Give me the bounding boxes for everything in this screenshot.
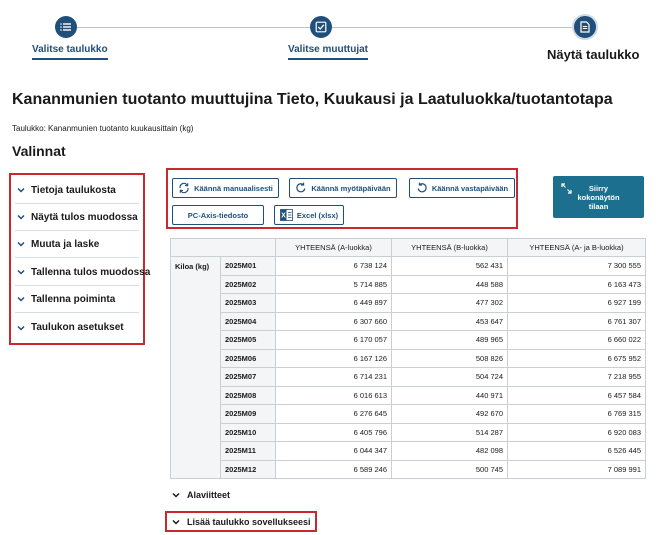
table-row <box>171 349 646 368</box>
sidebar-item-label: Muuta ja laske <box>31 238 100 250</box>
sidebar-item-table-settings[interactable] <box>15 314 139 341</box>
excel-file-icon <box>280 209 293 221</box>
value-cell: 6 457 584 <box>508 386 646 405</box>
pcaxis-download-button[interactable] <box>172 205 264 225</box>
table-row <box>171 460 646 479</box>
pcaxis-label: PC-Axis-tiedosto <box>187 210 249 220</box>
data-table <box>170 238 646 479</box>
step3-document-icon <box>572 14 598 40</box>
pivot-manual-button[interactable] <box>172 178 279 198</box>
sidebar-item-label: Taulukon asetukset <box>31 322 124 333</box>
value-cell: 6 307 660 <box>276 312 392 331</box>
value-cell: 6 920 083 <box>508 423 646 442</box>
value-cell: 6 660 022 <box>508 331 646 350</box>
month-cell: 2025M08 <box>221 386 276 405</box>
value-cell: 7 218 955 <box>508 368 646 387</box>
sidebar-item-label: Tallenna poiminta <box>31 293 116 305</box>
value-cell: 7 300 555 <box>508 257 646 276</box>
value-cell: 6 170 057 <box>276 331 392 350</box>
sidebar-item-label: Tallenna tulos muodossa <box>31 266 151 278</box>
column-header: YHTEENSÄ (A-luokka) <box>276 239 392 257</box>
progress-stepper <box>0 0 671 70</box>
table-row <box>171 368 646 387</box>
value-cell: 6 016 613 <box>276 386 392 405</box>
chevron-down-icon <box>15 266 27 278</box>
month-cell: 2025M03 <box>221 294 276 313</box>
valinnat-heading: Valinnat <box>12 143 66 159</box>
chevron-down-icon <box>15 322 27 334</box>
month-cell: 2025M04 <box>221 312 276 331</box>
value-cell: 6 167 126 <box>276 349 392 368</box>
svg-text:X: X <box>281 212 286 220</box>
value-cell: 477 302 <box>392 294 508 313</box>
sidebar-item-table-info[interactable] <box>15 177 139 204</box>
month-cell: 2025M09 <box>221 405 276 424</box>
sidebar-item-label: Tietoja taulukosta <box>31 184 116 196</box>
rotate-counterclockwise-icon <box>416 182 428 194</box>
sidebar-item-save-format[interactable] <box>15 259 151 286</box>
excel-download-button[interactable] <box>274 205 344 225</box>
options-sidebar <box>9 173 151 345</box>
step1-link[interactable]: Valitse taulukko <box>32 44 108 60</box>
chevron-down-icon <box>170 516 182 528</box>
month-cell: 2025M07 <box>221 368 276 387</box>
value-cell: 500 745 <box>392 460 508 479</box>
embed-table-label: Lisää taulukko sovellukseesi <box>187 517 311 527</box>
table-corner-cell <box>171 239 276 257</box>
chevron-down-icon <box>15 238 27 250</box>
value-cell: 6 761 307 <box>508 312 646 331</box>
value-cell: 6 405 796 <box>276 423 392 442</box>
month-cell: 2025M06 <box>221 349 276 368</box>
value-cell: 6 526 445 <box>508 442 646 461</box>
table-row <box>171 386 646 405</box>
value-cell: 482 098 <box>392 442 508 461</box>
value-cell: 6 769 315 <box>508 405 646 424</box>
value-cell: 6 714 231 <box>276 368 392 387</box>
value-cell: 6 927 199 <box>508 294 646 313</box>
value-cell: 440 971 <box>392 386 508 405</box>
value-cell: 562 431 <box>392 257 508 276</box>
table-header-row <box>171 239 646 257</box>
step2-checkbox-icon[interactable] <box>310 16 332 38</box>
table-actions-group <box>166 168 518 229</box>
rotate-arrows-icon <box>178 182 190 194</box>
month-cell: 2025M05 <box>221 331 276 350</box>
row-group-header: Kiloa (kg) <box>171 257 221 479</box>
pivot-counterclockwise-button[interactable] <box>409 178 515 198</box>
pivot-clockwise-button[interactable] <box>289 178 397 198</box>
chevron-down-icon <box>15 293 27 305</box>
column-header: YHTEENSÄ (B-luokka) <box>392 239 508 257</box>
month-cell: 2025M02 <box>221 275 276 294</box>
chevron-down-icon <box>15 184 27 196</box>
value-cell: 6 276 645 <box>276 405 392 424</box>
page-title: Kananmunien tuotanto muuttujina Tieto, Kuukausi ja Laatuluokka/tuotantotapa <box>12 91 613 108</box>
rotate-clockwise-icon <box>295 182 307 194</box>
sidebar-item-show-format[interactable] <box>15 204 139 231</box>
sidebar-item-label: Näytä tulos muodossa <box>31 211 138 223</box>
table-subtitle: Taulukko: Kananmunien tuotanto kuukausittain (kg) <box>12 124 194 133</box>
chevron-down-icon <box>15 211 27 223</box>
pivot-counterclockwise-label: Käännä vastapäivään <box>431 183 509 193</box>
fullscreen-label: Siirry kokonäytön tilaan <box>577 183 620 211</box>
value-cell: 514 287 <box>392 423 508 442</box>
step2-link[interactable]: Valitse muuttujat <box>288 44 368 60</box>
sidebar-item-edit-calculate[interactable] <box>15 231 139 258</box>
table-row <box>171 275 646 294</box>
excel-label: Excel (xlsx) <box>296 210 339 220</box>
value-cell: 453 647 <box>392 312 508 331</box>
value-cell: 6 589 246 <box>276 460 392 479</box>
step1-list-icon[interactable] <box>55 16 77 38</box>
value-cell: 508 826 <box>392 349 508 368</box>
value-cell: 6 163 473 <box>508 275 646 294</box>
table-row <box>171 442 646 461</box>
step3-label: Näytä taulukko <box>547 47 640 62</box>
sidebar-item-save-query[interactable] <box>15 286 139 313</box>
value-cell: 6 449 897 <box>276 294 392 313</box>
table-row <box>171 312 646 331</box>
value-cell: 6 044 347 <box>276 442 392 461</box>
footnotes-toggle[interactable] <box>170 489 230 501</box>
pivot-clockwise-label: Käännä myötäpäivään <box>311 183 391 193</box>
value-cell: 489 965 <box>392 331 508 350</box>
month-cell: 2025M12 <box>221 460 276 479</box>
table-row <box>171 405 646 424</box>
month-cell: 2025M11 <box>221 442 276 461</box>
expand-icon <box>561 183 572 194</box>
chevron-down-icon <box>170 489 182 501</box>
value-cell: 6 738 124 <box>276 257 392 276</box>
table-row <box>171 331 646 350</box>
month-cell: 2025M10 <box>221 423 276 442</box>
value-cell: 6 675 952 <box>508 349 646 368</box>
table-body <box>171 257 646 479</box>
table-row <box>171 257 646 276</box>
value-cell: 492 670 <box>392 405 508 424</box>
value-cell: 448 588 <box>392 275 508 294</box>
fullscreen-button[interactable] <box>553 176 644 218</box>
value-cell: 504 724 <box>392 368 508 387</box>
footnotes-label: Alaviitteet <box>187 490 231 500</box>
value-cell: 5 714 885 <box>276 275 392 294</box>
table-row <box>171 423 646 442</box>
month-cell: 2025M01 <box>221 257 276 276</box>
pivot-manual-label: Käännä manuaalisesti <box>194 183 273 193</box>
embed-table-toggle[interactable] <box>170 516 311 528</box>
column-header: YHTEENSÄ (A- ja B-luokka) <box>508 239 646 257</box>
value-cell: 7 089 991 <box>508 460 646 479</box>
table-row <box>171 294 646 313</box>
